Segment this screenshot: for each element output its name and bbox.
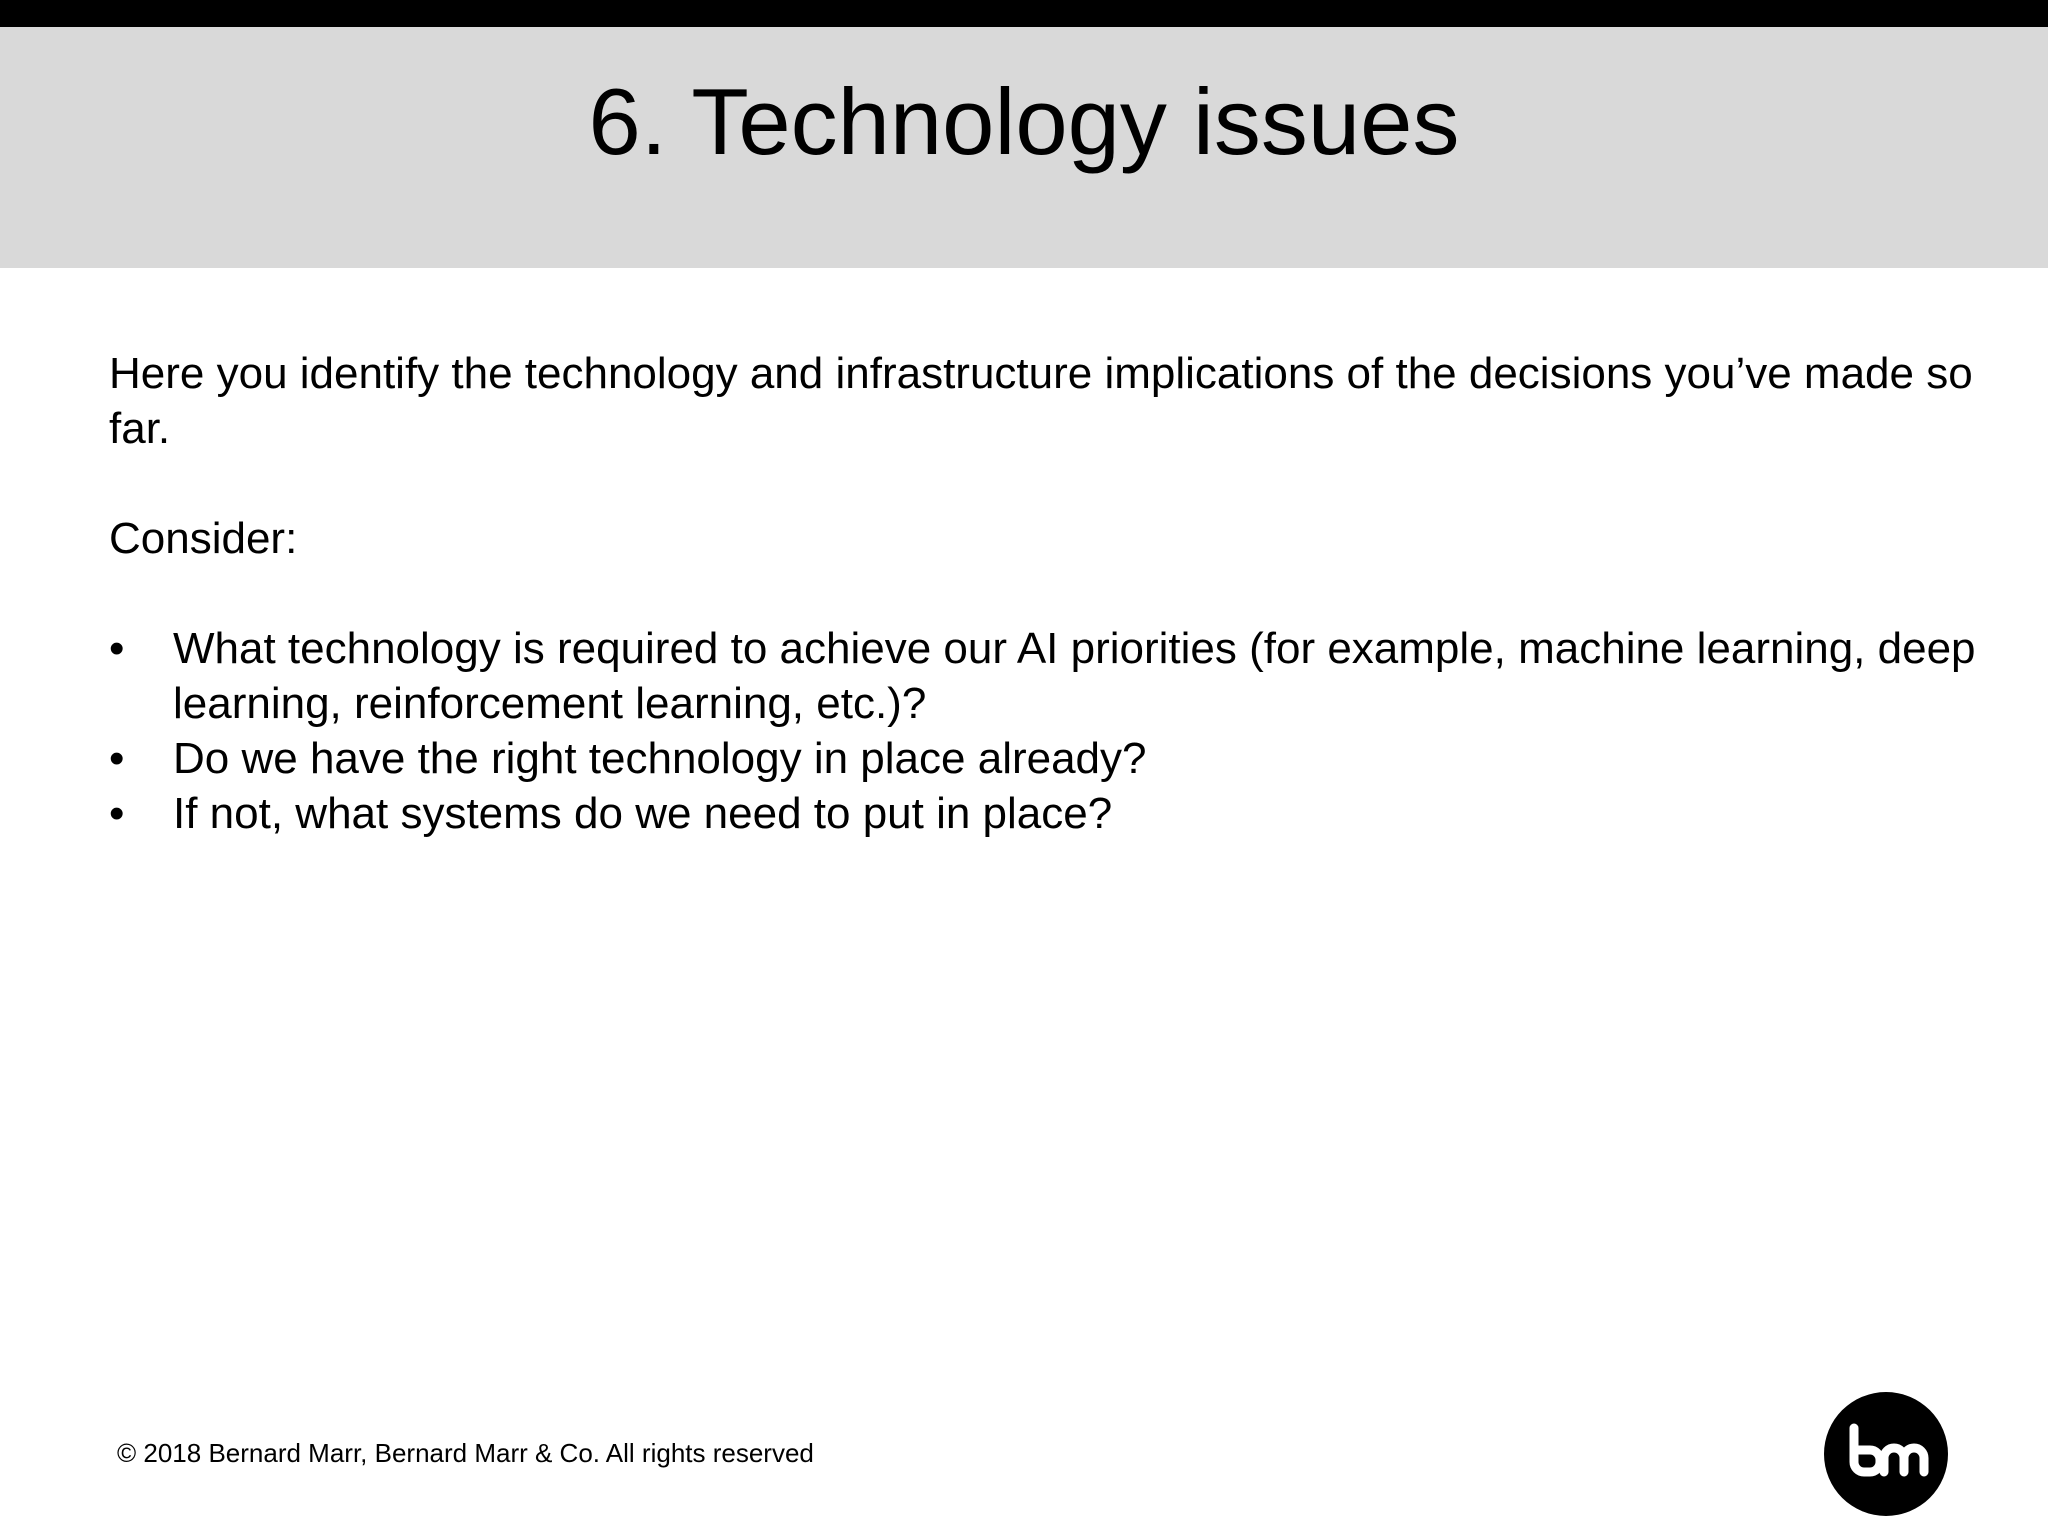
bullet-text: Do we have the right technology in place already? [173,734,1147,783]
bm-logo-glyph [1824,1392,1948,1516]
intro-paragraph: Here you identify the technology and infrastructure implications of the decisions you’ve made so far. [109,349,1973,453]
bullet-marker: • [109,624,125,673]
bullet-item [109,621,1989,731]
bullet-text: What technology is required to achieve our AI priorities (for example, machine learning, deep learning, reinforcement learning, etc.)? [173,624,1976,728]
copyright-footer: © 2018 Bernard Marr, Bernard Marr & Co. All rights reserved [117,1438,814,1468]
consider-label: Consider: [109,514,298,563]
bullet-item [109,786,1989,841]
bullet-marker: • [109,789,125,838]
slide-title: 6. Technology issues [588,69,1460,174]
slide-content [109,346,1989,841]
bullet-list [109,621,1989,841]
top-bar [0,0,2048,27]
bullet-item [109,731,1989,786]
bullet-text: If not, what systems do we need to put in place? [173,789,1113,838]
bm-logo-icon [1824,1392,1948,1516]
bullet-marker: • [109,734,125,783]
